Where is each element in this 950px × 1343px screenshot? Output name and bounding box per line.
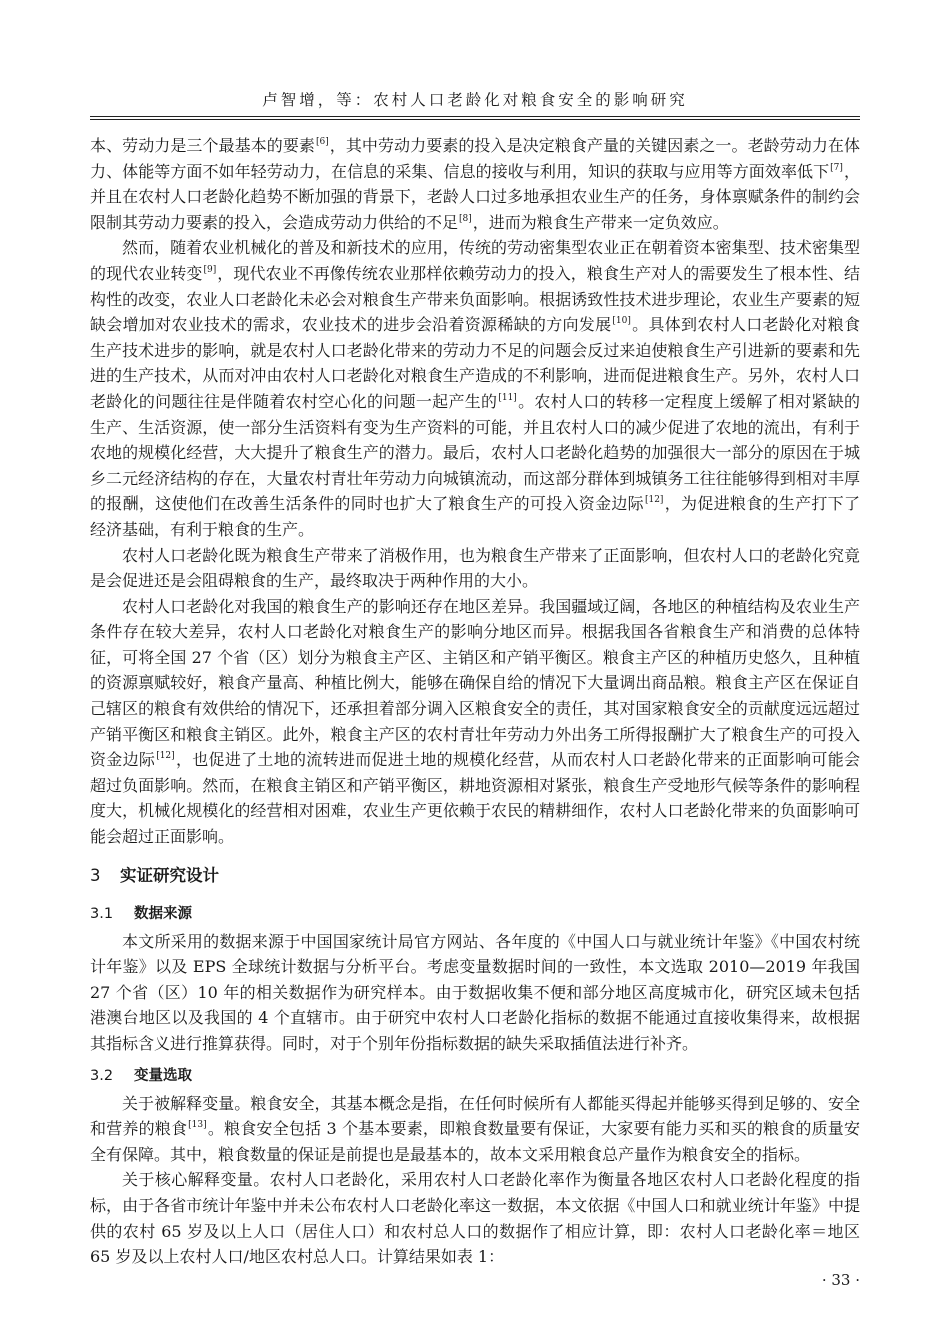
text-run: ，为促进粮食的生产打下了经济基础，有利于粮食的生产。 [90,494,860,539]
text-run: 。具体到农村人口老龄化对粮食生产技术进步的影响，就是农村人口老龄化带来的劳动力不足的问题会反过来迫使粮食生产引进新的要素和先进的生产技术，从而对冲由农村人口老龄化对粮食生产造成的不利影响，进而促进粮食生产。另外，农村人口老龄化的问题往往是伴随着农村空心化的问题一起产生的 [90,315,860,411]
text-run: ，也促进了土地的流转进而促进土地的规模化经营，从而农村人口老龄化带来的正面影响可能会超过负面影响。然而，在粮食主销区和产销平衡区，耕地资源相对紧张，粮食生产受地形气候等条件的影响程度大，机械化规模化的经营相对困难，农业生产更依赖于农民的精耕细作，农村人口老龄化带来的负面影响可能会超过正面影响。 [90,750,860,847]
text-run: ，进而为粮食生产带来一定负效应。 [472,212,729,232]
citation-ref: [13] [188,1120,207,1131]
citation-ref: [9] [203,264,217,275]
subsection-heading-3-1 [90,901,860,927]
citation-ref: [12] [156,751,175,762]
citation-ref: [11] [498,392,517,403]
running-header: 卢智增，等：农村人口老龄化对粮食安全的影响研究 [262,91,688,109]
citation-ref: [7] [830,162,843,173]
paragraph-group-section3-2 [90,1091,860,1270]
paragraph [90,929,860,1057]
paragraph [90,594,860,850]
body-text [90,133,860,1270]
paragraph [90,1167,860,1269]
section-title: 实证研究设计 [120,865,219,885]
text-run: 关于核心解释变量。农村人口老龄化，采用农村人口老龄化率作为衡量各地区农村人口老龄化程度的指标，由于各省市统计年鉴中并未公布农村人口老龄化率这一数据，本文依据《中国人口和就业统计年鉴》中提供的农村 65 岁及以上人口（居住人口）和农村总人口的数据作了相应计算，即：农村人口老龄化率＝地区 65 岁及以上农村人口/地区农村总人口。计算结果如表 1： [90,1170,860,1267]
text-run: ，现代农业不再像传统农业那样依赖劳动力的投入，粮食生产对人的需要发生了根本性、结构性的改变，农业人口老龄化未必会对粮食生产带来负面影响。根据诱致性技术进步理论，农业生产要素的短缺会增加对农业技术的需求，农业技术的进步会沿着资源稀缺的方向发展 [90,263,860,335]
text-run: 关于被解释变量。粮食安全，其基本概念是指，在任何时候所有人都能买得起并能够买得到足够的、安全和营养的粮食 [90,1093,860,1139]
text-run: 。粮食安全包括 3 个基本要素，即粮食数量要有保证，大家要有能力买和买的粮食的质量安全有保障。其中，粮食数量的保证是前提也是最基本的，故本文采用粮食总产量作为粮食安全的指标。 [90,1119,860,1164]
text-run: 。农村人口的转移一定程度上缓解了相对紧缺的生产、生活资源，使一部分生活资料有变为生产资料的可能，并且农村人口的减少促进了农地的流出，有利于农地的规模化经营，大大提升了粮食生产的潜力。最后，农村人口老龄化趋势的加强很大一部分的原因在于城乡二元经济结构的存在，大量农村青壮年劳动力向城镇流动，而这部分群体到城镇务工往往能够得到相对丰厚的报酬，这使他们在改善生活条件的同时也扩大了粮食生产的可投入资金边际 [90,391,860,514]
paragraph [90,1091,860,1168]
text-run: ，其中劳动力要素的投入是决定粮食产量的关键因素之一。老龄劳动力在体力、体能等方面不如年轻劳动力，在信息的采集、信息的接收与利用，知识的获取与应用等方面效率低下 [90,136,860,181]
citation-ref: [6] [315,137,329,147]
subsection-title: 变量选取 [134,1067,192,1084]
paragraph [90,543,860,594]
subsection-title: 数据来源 [134,905,192,922]
citation-ref: [10] [612,316,631,327]
subsection-number: 3.2 [90,1067,114,1084]
text-run: ，并且在农村人口老龄化趋势不断加强的背景下，老龄人口过多地承担农业生产的任务，身体禀赋条件的制约会限制其劳动力要素的投入，会造成劳动力供给的不足 [90,161,860,232]
paragraph [90,235,860,542]
text-run: 本文所采用的数据来源于中国国家统计局官方网站、各年度的《中国人口与就业统计年鉴》《中国农村统计年鉴》以及 EPS 全球统计数据与分析平台。考虑变量数据时间的一致性，本文选取 2010—2019 年我国 27 个省（区）10 年的相关数据作为研究样本。由于数据收集不便和部分地区高度城市化，研究区域未包括港澳台地区以及我国的 4 个直辖市。由于研究中农村人口老龄化指标的数据不能通过直接收集得来，故根据其指标含义进行推算获得。同时，对于个别年份指标数据的缺失采取插值法进行补齐。 [90,931,860,1053]
subsection-number: 3.1 [90,905,114,922]
header-rule-bottom [90,119,860,120]
paragraph-group-section2 [90,133,860,850]
paragraph [90,133,860,235]
paragraph-group-section3-1 [90,929,860,1057]
section-number: 3 [90,865,101,885]
text-run: 农村人口老龄化对我国的粮食生产的影响还存在地区差异。我国疆域辽阔，各地区的种植结构及农业生产条件存在较大差异，农村人口老龄化对粮食生产的影响分地区而异。根据我国各省粮食生产和消费的总体特征，可将全国 27 个省（区）划分为粮食主产区、主销区和产销平衡区。粮食主产区的种植历史悠久，且种植的资源禀赋较好，粮食产量高、种植比例大，能够在确保自给的情况下大量调出商品粮。粮食主产区在保证自己辖区的粮食有效供给的情况下，还承担着部分调入区粮食安全的责任，其对国家粮食安全的贡献度远远超过产销平衡区和粮食主销区。此外，粮食主产区的农村青壮年劳动力外出务工所得报酬扩大了粮食生产的可投入资金边际 [90,596,860,770]
text-run: 然而，随着农业机械化的普及和新技术的应用，传统的劳动密集型农业正在朝着资本密集型、技术密集型的现代农业转变 [90,238,860,283]
citation-ref: [8] [459,213,472,224]
section-heading-3 [90,863,860,889]
page-number: · 33 · [821,1271,860,1289]
subsection-heading-3-2 [90,1063,860,1089]
citation-ref: [12] [644,495,664,506]
header-rule-top [90,116,860,117]
text-run: 农村人口老龄化既为粮食生产带来了消极作用，也为粮食生产带来了正面影响，但农村人口的老龄化究竟是会促进还是会阻碍粮食的生产，最终取决于两种作用的大小。 [90,545,860,591]
text-run: 本、劳动力是三个最基本的要素 [90,136,315,155]
